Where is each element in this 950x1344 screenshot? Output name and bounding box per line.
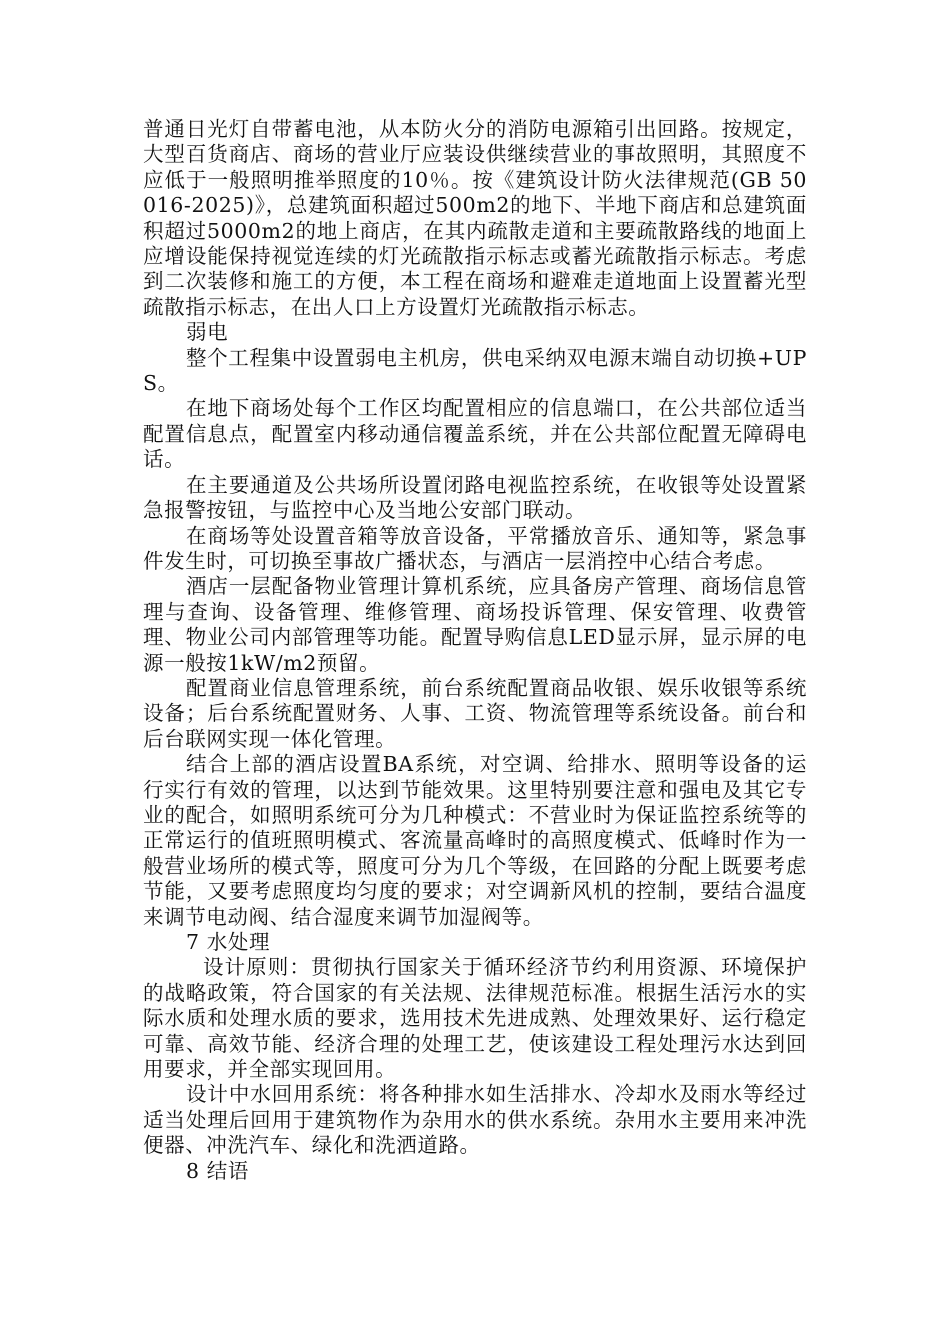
paragraph-lighting-continuation: 普通日光灯自带蓄电池，从本防火分的消防电源箱引出回路。按规定，大型百货商店、商场的营业厅应装设供继续营业的事故照明，其照度不应低于一般照明推举照度的10％。按《建筑设计防火法律规范(GB 50016-2025)》，总建筑面积超过500m2的地下、半地下商店和总建筑面积超过5000m2的地上商店，在其内疏散走道和主要疏散路线的地面上应增设能保持视觉连续的灯光疏散指示标志或蓄光疏散指示标志。考虑到二次装修和施工的方便，本工程在商场和避难走道地面上设置蓄光型疏散指示标志，在出人口上方设置灯光疏散指示标志。	[143, 117, 807, 319]
paragraph-weak-current-1: 整个工程集中设置弱电主机房，供电采纳双电源末端自动切换+UPS。	[143, 345, 807, 396]
paragraph-weak-current-7: 结合上部的酒店设置BA系统，对空调、给排水、照明等设备的运行实行有效的管理，以达到节能效果。这里特别要注意和强电及其它专业的配合，如照明系统可分为几种模式：不营业时为保证监控系统等的正常运行的值班照明模式、客流量高峰时的高照度模式、低峰时作为一般营业场所的模式等，照度可分为几个等级，在回路的分配上既要考虑节能，又要考虑照度均匀度的要求；对空调新风机的控制，要结合温度来调节电动阀、结合湿度来调节加湿阀等。	[143, 752, 807, 929]
section-heading-conclusion: 8 结语	[186, 1158, 249, 1183]
document-body	[143, 117, 807, 1184]
paragraph-water-treatment-1: 设计原则：贯彻执行国家关于循环经济节约利用资源、环境保护的战略政策，符合国家的有关法规、法律规范标准。根据生活污水的实际水质和处理水质的要求，选用技术先进成熟、处理效果好、运行稳定可靠、高效节能、经济合理的处理工艺，使该建设工程处理污水达到回用要求，并全部实现回用。	[143, 955, 807, 1082]
section-heading-weak-current: 弱电	[186, 320, 229, 345]
paragraph-weak-current-4: 在商场等处设置音箱等放音设备，平常播放音乐、通知等，紧急事件发生时，可切换至事故广播状态，与酒店一层消控中心结合考虑。	[143, 523, 807, 573]
section-heading-water-treatment: 7 水处理	[186, 930, 271, 954]
paragraph-weak-current-2: 在地下商场处每个工作区均配置相应的信息端口，在公共部位适当配置信息点，配置室内移动通信覆盖系统，并在公共部位配置无障碍电话。	[143, 396, 807, 472]
paragraph-weak-current-5: 酒店一层配备物业管理计算机系统，应具备房产管理、商场信息管理与查询、设备管理、维修管理、商场投诉管理、保安管理、收费管理、物业公司内部管理等功能。配置导购信息LED显示屏，显示屏的电源一般按1kW/m2预留。	[143, 574, 807, 675]
paragraph-water-treatment-2: 设计中水回用系统：将各种排水如生活排水、冷却水及雨水等经过适当处理后回用于建筑物作为杂用水的供水系统。杂用水主要用来冲洗便器、冲洗汽车、绿化和洗洒道路。	[143, 1082, 807, 1158]
paragraph-weak-current-3: 在主要通道及公共场所设置闭路电视监控系统，在收银等处设置紧急报警按钮，与监控中心及当地公安部门联动。	[143, 472, 807, 523]
paragraph-weak-current-6: 配置商业信息管理系统，前台系统配置商品收银、娱乐收银等系统设备；后台系统配置财务、人事、工资、物流管理等系统设备。前台和后台联网实现一体化管理。	[143, 675, 807, 751]
